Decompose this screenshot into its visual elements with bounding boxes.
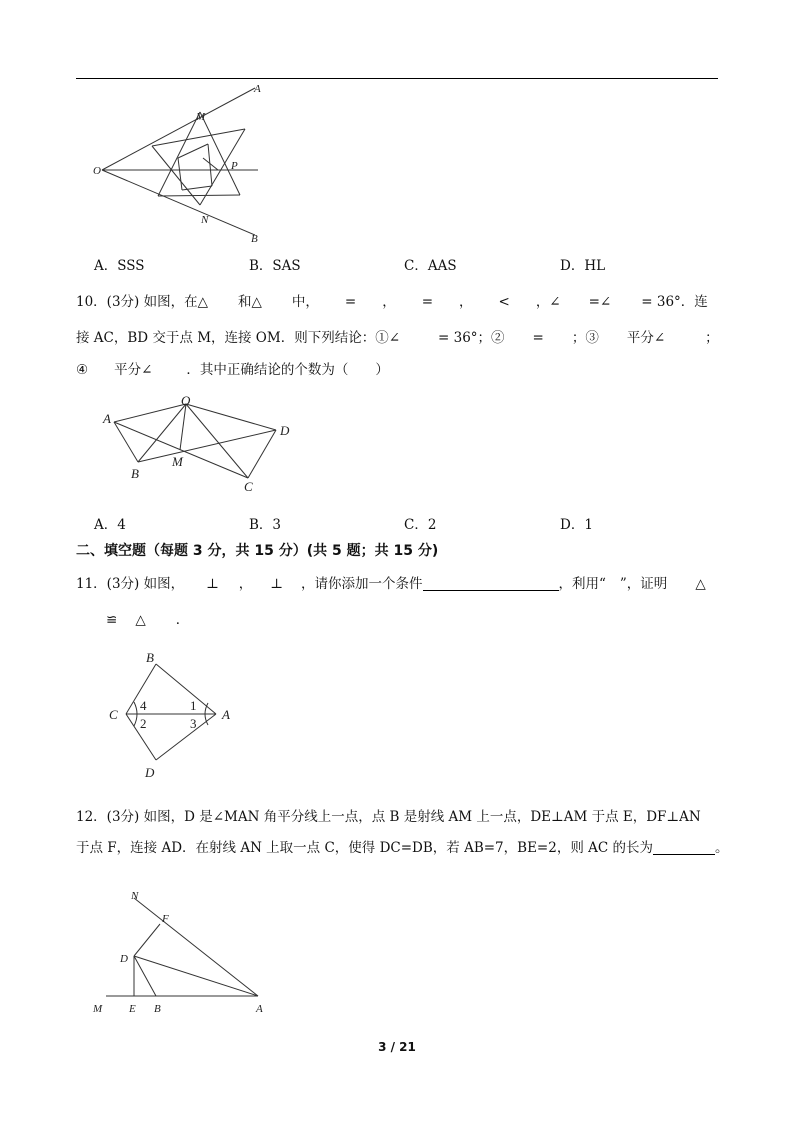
q12-figure	[90, 884, 280, 1024]
q10-label-b: B	[131, 466, 139, 481]
q9-label-p: P	[231, 160, 238, 172]
q10-option-c[interactable]: C．2	[404, 517, 437, 533]
q10-text: ；③	[571, 330, 599, 346]
q10-text: 平分∠	[114, 362, 153, 378]
q10-text: ；	[705, 330, 719, 346]
q12-label-e: E	[129, 1003, 136, 1015]
q10-line-3	[76, 358, 389, 378]
q12-label-m: M	[93, 1003, 103, 1015]
q11-text: ≌	[106, 612, 118, 628]
q12-label-f: F	[162, 913, 169, 925]
q11-angle-3: 3	[190, 716, 197, 731]
q12-label-a: A	[256, 1003, 263, 1015]
section-title: 二、填空题（每题 3 分，共 15 分）(共 5 题；共 15 分)	[76, 543, 439, 559]
header-rule	[76, 78, 718, 79]
q11-line-1	[76, 572, 706, 592]
q12-label-b: B	[154, 1003, 161, 1015]
q12-answer-blank[interactable]	[653, 840, 715, 855]
q10-text: =∠	[588, 294, 612, 310]
q10-label-d: D	[280, 423, 290, 438]
q10-text: 接 AC，BD 交于点 M，连接 OM．则下列结论：①∠	[76, 330, 401, 346]
q12-line-2	[76, 836, 729, 856]
q9-label-b: B	[251, 233, 258, 245]
q10-option-b[interactable]: B．3	[249, 517, 282, 533]
q9-figure	[90, 80, 270, 250]
q10-label-c: C	[244, 479, 253, 494]
q10-text: ．其中正确结论的个数为（ ）	[186, 362, 389, 378]
q11-text: △	[695, 576, 706, 592]
q9-option-c[interactable]: C．AAS	[404, 258, 457, 274]
q10-line-1	[76, 290, 708, 310]
q10-text: 中，	[291, 294, 319, 310]
q11-label-b: B	[146, 650, 154, 665]
q10-text: 平分∠	[626, 330, 666, 346]
q12-label-n: N	[131, 890, 139, 902]
q10-text: <	[498, 294, 510, 310]
q11-text: ”，证明	[619, 576, 668, 592]
q11-text: ⊥	[270, 576, 283, 592]
q9-label-m: M	[196, 111, 206, 123]
q11-label-c: C	[109, 707, 118, 722]
q9-label-o: O	[93, 165, 101, 177]
q10-text: 10．(3分) 如图，在△	[76, 294, 208, 310]
q11-angle-2: 2	[140, 716, 147, 731]
q11-label-a: A	[222, 707, 230, 722]
q11-angle-1: 1	[190, 698, 197, 713]
q10-text: ，∠	[535, 294, 561, 310]
q11-figure	[104, 646, 244, 782]
q10-text: =	[421, 294, 433, 310]
q10-option-a[interactable]: A．4	[94, 517, 126, 533]
q10-text: =	[344, 294, 357, 310]
q9-label-a: A	[254, 83, 261, 95]
page-number: 3 / 21	[378, 1040, 416, 1054]
q11-text: △	[135, 612, 146, 628]
q11-answer-blank[interactable]	[423, 576, 559, 591]
q12-label-d: D	[120, 953, 128, 965]
q10-text: 和△	[237, 294, 262, 310]
q10-line-2	[76, 326, 719, 346]
q12-text: 。	[715, 840, 729, 856]
q11-text: ，利用“	[558, 576, 606, 592]
q11-line-2	[106, 608, 189, 628]
q9-option-b[interactable]: B．SAS	[249, 258, 301, 274]
q10-figure	[100, 392, 300, 492]
q11-angle-4: 4	[140, 698, 147, 713]
q9-option-a[interactable]: A．SSS	[94, 258, 145, 274]
q9-label-n: N	[201, 214, 209, 226]
q10-text: =	[532, 330, 544, 346]
q12-text: 于点 F，连接 AD．在射线 AN 上取一点 C，使得 DC=DB，若 AB=7，BE=2，则 AC 的长为	[76, 840, 653, 856]
q10-label-o: O	[181, 393, 191, 408]
q11-text: ，请你添加一个条件	[301, 576, 423, 592]
q10-text: = 36°；②	[438, 330, 505, 346]
q10-option-d[interactable]: D．1	[560, 517, 593, 533]
q11-text: 11．(3分) 如图，	[76, 576, 185, 592]
q9-option-d[interactable]: D．HL	[560, 258, 606, 274]
q10-text: ，	[382, 294, 396, 310]
q10-label-m: M	[172, 454, 183, 469]
q12-text: 12．(3分) 如图，D 是∠MAN 角平分线上一点，点 B 是射线 AM 上一点，DE⊥AM 于点 E，DF⊥AN	[76, 809, 701, 825]
q10-text: ，	[459, 294, 473, 310]
q10-text: = 36°．连	[641, 294, 708, 310]
q12-line-1	[76, 805, 701, 825]
q11-label-d: D	[145, 765, 155, 780]
q10-label-a: A	[103, 411, 111, 426]
q11-text: ，	[238, 576, 253, 592]
q10-text: ④	[76, 362, 89, 378]
q11-text: ⊥	[206, 576, 219, 592]
q11-text: ．	[175, 612, 190, 628]
